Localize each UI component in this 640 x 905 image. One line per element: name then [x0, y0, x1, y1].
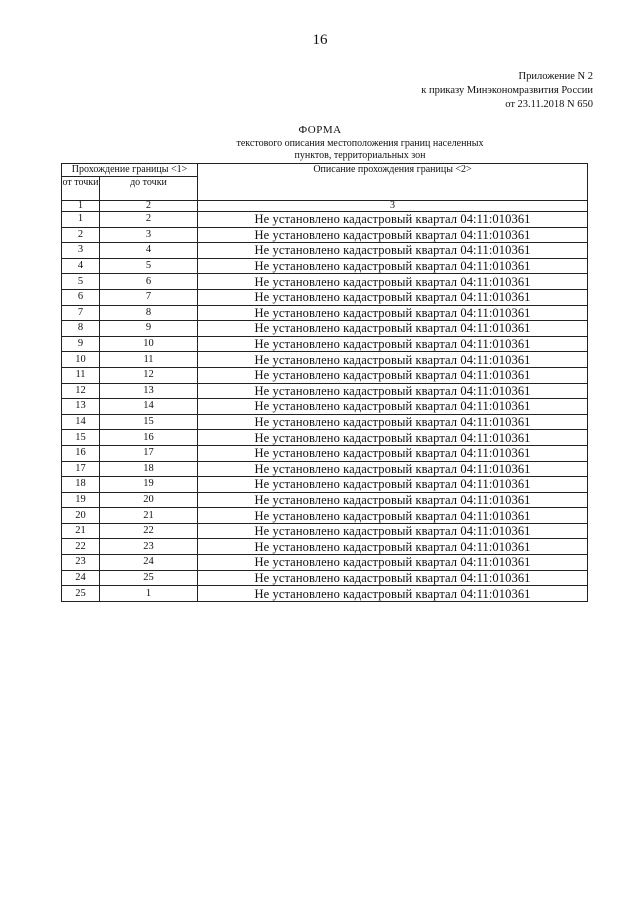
appendix-reference — [421, 70, 593, 112]
description-cell: Не установлено кадастровый квартал 04:11:010361 — [198, 430, 588, 446]
boundary-description-table — [61, 163, 588, 602]
to-point-cell: 18 — [100, 461, 198, 477]
to-point-cell: 12 — [100, 367, 198, 383]
to-point-cell: 13 — [100, 383, 198, 399]
from-point-cell: 19 — [62, 492, 100, 508]
to-point-cell: 9 — [100, 321, 198, 337]
from-point-cell: 1 — [62, 212, 100, 228]
table-row — [62, 321, 588, 337]
from-point-cell: 25 — [62, 586, 100, 602]
description-cell: Не установлено кадастровый квартал 04:11:010361 — [198, 336, 588, 352]
from-point-cell: 14 — [62, 414, 100, 430]
table-row — [62, 492, 588, 508]
form-description — [210, 138, 510, 162]
description-cell: Не установлено кадастровый квартал 04:11:010361 — [198, 461, 588, 477]
table-row — [62, 508, 588, 524]
description-cell: Не установлено кадастровый квартал 04:11:010361 — [198, 586, 588, 602]
from-point-cell: 24 — [62, 570, 100, 586]
to-point-cell: 8 — [100, 305, 198, 321]
description-cell: Не установлено кадастровый квартал 04:11:010361 — [198, 305, 588, 321]
header-from-point: от точки — [62, 177, 100, 201]
table-row — [62, 570, 588, 586]
description-cell: Не установлено кадастровый квартал 04:11:010361 — [198, 243, 588, 259]
to-point-cell: 22 — [100, 523, 198, 539]
from-point-cell: 20 — [62, 508, 100, 524]
to-point-cell: 15 — [100, 414, 198, 430]
form-title: ФОРМА — [298, 124, 342, 136]
table-row — [62, 430, 588, 446]
description-cell: Не установлено кадастровый квартал 04:11:010361 — [198, 523, 588, 539]
from-point-cell: 13 — [62, 399, 100, 415]
table-row — [62, 352, 588, 368]
description-cell: Не установлено кадастровый квартал 04:11:010361 — [198, 570, 588, 586]
appendix-line-3: от 23.11.2018 N 650 — [505, 99, 593, 110]
from-point-cell: 2 — [62, 227, 100, 243]
appendix-line-1: Приложение N 2 — [518, 71, 593, 82]
column-number-2: 2 — [100, 201, 198, 212]
description-cell: Не установлено кадастровый квартал 04:11:010361 — [198, 555, 588, 571]
column-number-3: 3 — [198, 201, 588, 212]
to-point-cell: 3 — [100, 227, 198, 243]
description-cell: Не установлено кадастровый квартал 04:11:010361 — [198, 321, 588, 337]
to-point-cell: 11 — [100, 352, 198, 368]
table-row — [62, 555, 588, 571]
to-point-cell: 7 — [100, 289, 198, 305]
to-point-cell: 19 — [100, 477, 198, 493]
to-point-cell: 10 — [100, 336, 198, 352]
to-point-cell: 4 — [100, 243, 198, 259]
description-cell: Не установлено кадастровый квартал 04:11:010361 — [198, 477, 588, 493]
form-description-line-2: пунктов, территориальных зон — [294, 150, 426, 161]
to-point-cell: 20 — [100, 492, 198, 508]
table-row — [62, 523, 588, 539]
description-cell: Не установлено кадастровый квартал 04:11:010361 — [198, 492, 588, 508]
description-cell: Не установлено кадастровый квартал 04:11:010361 — [198, 352, 588, 368]
to-point-cell: 14 — [100, 399, 198, 415]
to-point-cell: 25 — [100, 570, 198, 586]
to-point-cell: 1 — [100, 586, 198, 602]
description-cell: Не установлено кадастровый квартал 04:11:010361 — [198, 383, 588, 399]
table-row — [62, 399, 588, 415]
from-point-cell: 16 — [62, 445, 100, 461]
table-row — [62, 212, 588, 228]
header-to-point: до точки — [100, 177, 198, 201]
description-cell: Не установлено кадастровый квартал 04:11:010361 — [198, 274, 588, 290]
table-row — [62, 243, 588, 259]
to-point-cell: 5 — [100, 258, 198, 274]
table-row — [62, 289, 588, 305]
header-description: Описание прохождения границы <2> — [198, 164, 588, 201]
appendix-line-2: к приказу Минэкономразвития России — [421, 85, 593, 96]
table-row — [62, 461, 588, 477]
to-point-cell: 6 — [100, 274, 198, 290]
from-point-cell: 3 — [62, 243, 100, 259]
to-point-cell: 16 — [100, 430, 198, 446]
table-row — [62, 367, 588, 383]
description-cell: Не установлено кадастровый квартал 04:11:010361 — [198, 445, 588, 461]
table-row — [62, 274, 588, 290]
page-number: 16 — [312, 32, 328, 48]
description-cell: Не установлено кадастровый квартал 04:11:010361 — [198, 212, 588, 228]
table-row — [62, 414, 588, 430]
table-row — [62, 539, 588, 555]
description-cell: Не установлено кадастровый квартал 04:11:010361 — [198, 414, 588, 430]
from-point-cell: 9 — [62, 336, 100, 352]
to-point-cell: 23 — [100, 539, 198, 555]
description-cell: Не установлено кадастровый квартал 04:11:010361 — [198, 289, 588, 305]
to-point-cell: 17 — [100, 445, 198, 461]
table-row — [62, 258, 588, 274]
column-number-1: 1 — [62, 201, 100, 212]
from-point-cell: 12 — [62, 383, 100, 399]
table-row — [62, 477, 588, 493]
description-cell: Не установлено кадастровый квартал 04:11:010361 — [198, 227, 588, 243]
table-body — [62, 212, 588, 602]
table-row — [62, 445, 588, 461]
from-point-cell: 15 — [62, 430, 100, 446]
to-point-cell: 2 — [100, 212, 198, 228]
from-point-cell: 5 — [62, 274, 100, 290]
from-point-cell: 7 — [62, 305, 100, 321]
description-cell: Не установлено кадастровый квартал 04:11:010361 — [198, 367, 588, 383]
table-row — [62, 227, 588, 243]
from-point-cell: 22 — [62, 539, 100, 555]
from-point-cell: 17 — [62, 461, 100, 477]
from-point-cell: 21 — [62, 523, 100, 539]
description-cell: Не установлено кадастровый квартал 04:11:010361 — [198, 258, 588, 274]
to-point-cell: 21 — [100, 508, 198, 524]
from-point-cell: 23 — [62, 555, 100, 571]
table-row — [62, 383, 588, 399]
from-point-cell: 6 — [62, 289, 100, 305]
from-point-cell: 11 — [62, 367, 100, 383]
table-row — [62, 336, 588, 352]
description-cell: Не установлено кадастровый квартал 04:11:010361 — [198, 539, 588, 555]
description-cell: Не установлено кадастровый квартал 04:11:010361 — [198, 508, 588, 524]
table-row — [62, 305, 588, 321]
table-row — [62, 586, 588, 602]
from-point-cell: 10 — [62, 352, 100, 368]
description-cell: Не установлено кадастровый квартал 04:11:010361 — [198, 399, 588, 415]
header-route: Прохождение границы <1> — [62, 164, 198, 177]
form-description-line-1: текстового описания местоположения границ населенных — [236, 138, 484, 149]
from-point-cell: 4 — [62, 258, 100, 274]
from-point-cell: 18 — [62, 477, 100, 493]
to-point-cell: 24 — [100, 555, 198, 571]
from-point-cell: 8 — [62, 321, 100, 337]
